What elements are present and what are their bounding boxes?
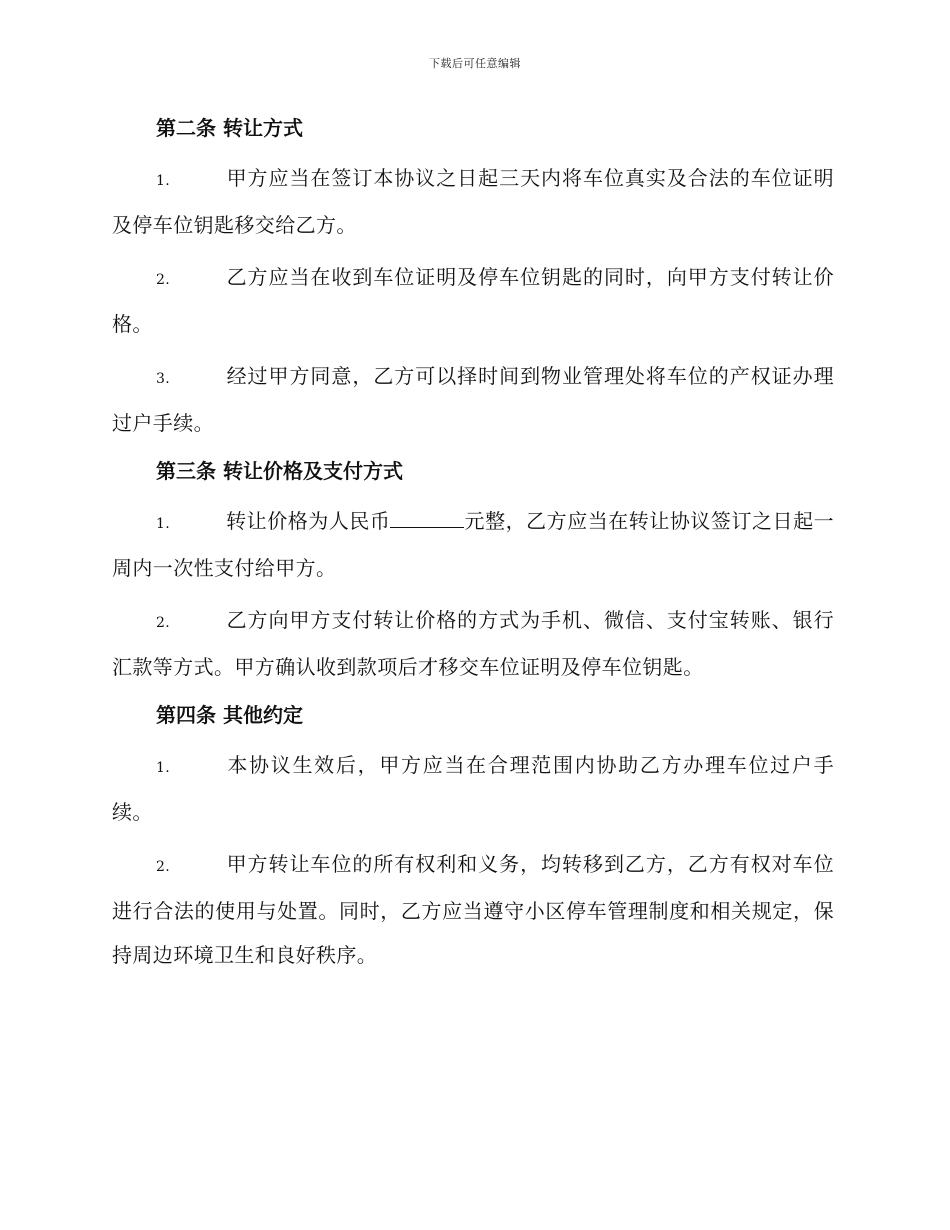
document-body [112,108,834,983]
section-heading-article-2: 第二条 转让方式 [156,116,303,140]
clause-text: 经过甲方同意，乙方可以择时间到物业管理处将车位的产权证办理过户手续。 [112,364,834,435]
clause-number: 2. [156,859,171,875]
clause-number: 1. [156,173,171,189]
clause-2-2 [112,255,834,346]
clause-text: 甲方应当在签订本协议之日起三天内将车位真实及合法的车位证明及停车位钥匙移交给乙方。 [112,166,834,237]
clause-number: 2. [156,272,171,288]
clause-text: 乙方应当在收到车位证明及停车位钥匙的同时，向甲方支付转让价格。 [112,265,834,336]
section-heading-article-4: 第四条 其他约定 [156,703,303,727]
clause-3-2 [112,598,834,689]
clause-number: 2. [156,615,171,631]
clause-4-2 [112,842,834,977]
clause-number: 1. [156,760,171,776]
clause-2-3 [112,354,834,445]
clause-text-after-blank: 元整，乙方应当在转让协议签订之日起一周内一次性支付给甲方。 [112,509,835,580]
section-heading-article-3: 第三条 转让价格及支付方式 [156,459,403,483]
clause-3-1 [112,499,834,590]
page-header-note: 下载后可任意编辑 [429,57,521,70]
clause-number: 1. [156,516,171,532]
clause-4-1 [112,743,834,834]
clause-2-1 [112,156,834,247]
clause-number: 3. [156,371,171,387]
clause-text: 甲方转让车位的所有权利和义务，均转移到乙方，乙方有权对车位进行合法的使用与处置。同时，乙方应当遵守小区停车管理制度和相关规定，保持周边环境卫生和良好秩序。 [112,852,834,967]
clause-text: 乙方向甲方支付转让价格的方式为手机、微信、支付宝转账、银行汇款等方式。甲方确认收到款项后才移交车位证明及停车位钥匙。 [112,608,834,679]
clause-text: 本协议生效后，甲方应当在合理范围内协助乙方办理车位过户手续。 [112,753,834,824]
price-blank-line [390,509,464,528]
clause-text-before-blank: 转让价格为人民币 [226,509,391,533]
